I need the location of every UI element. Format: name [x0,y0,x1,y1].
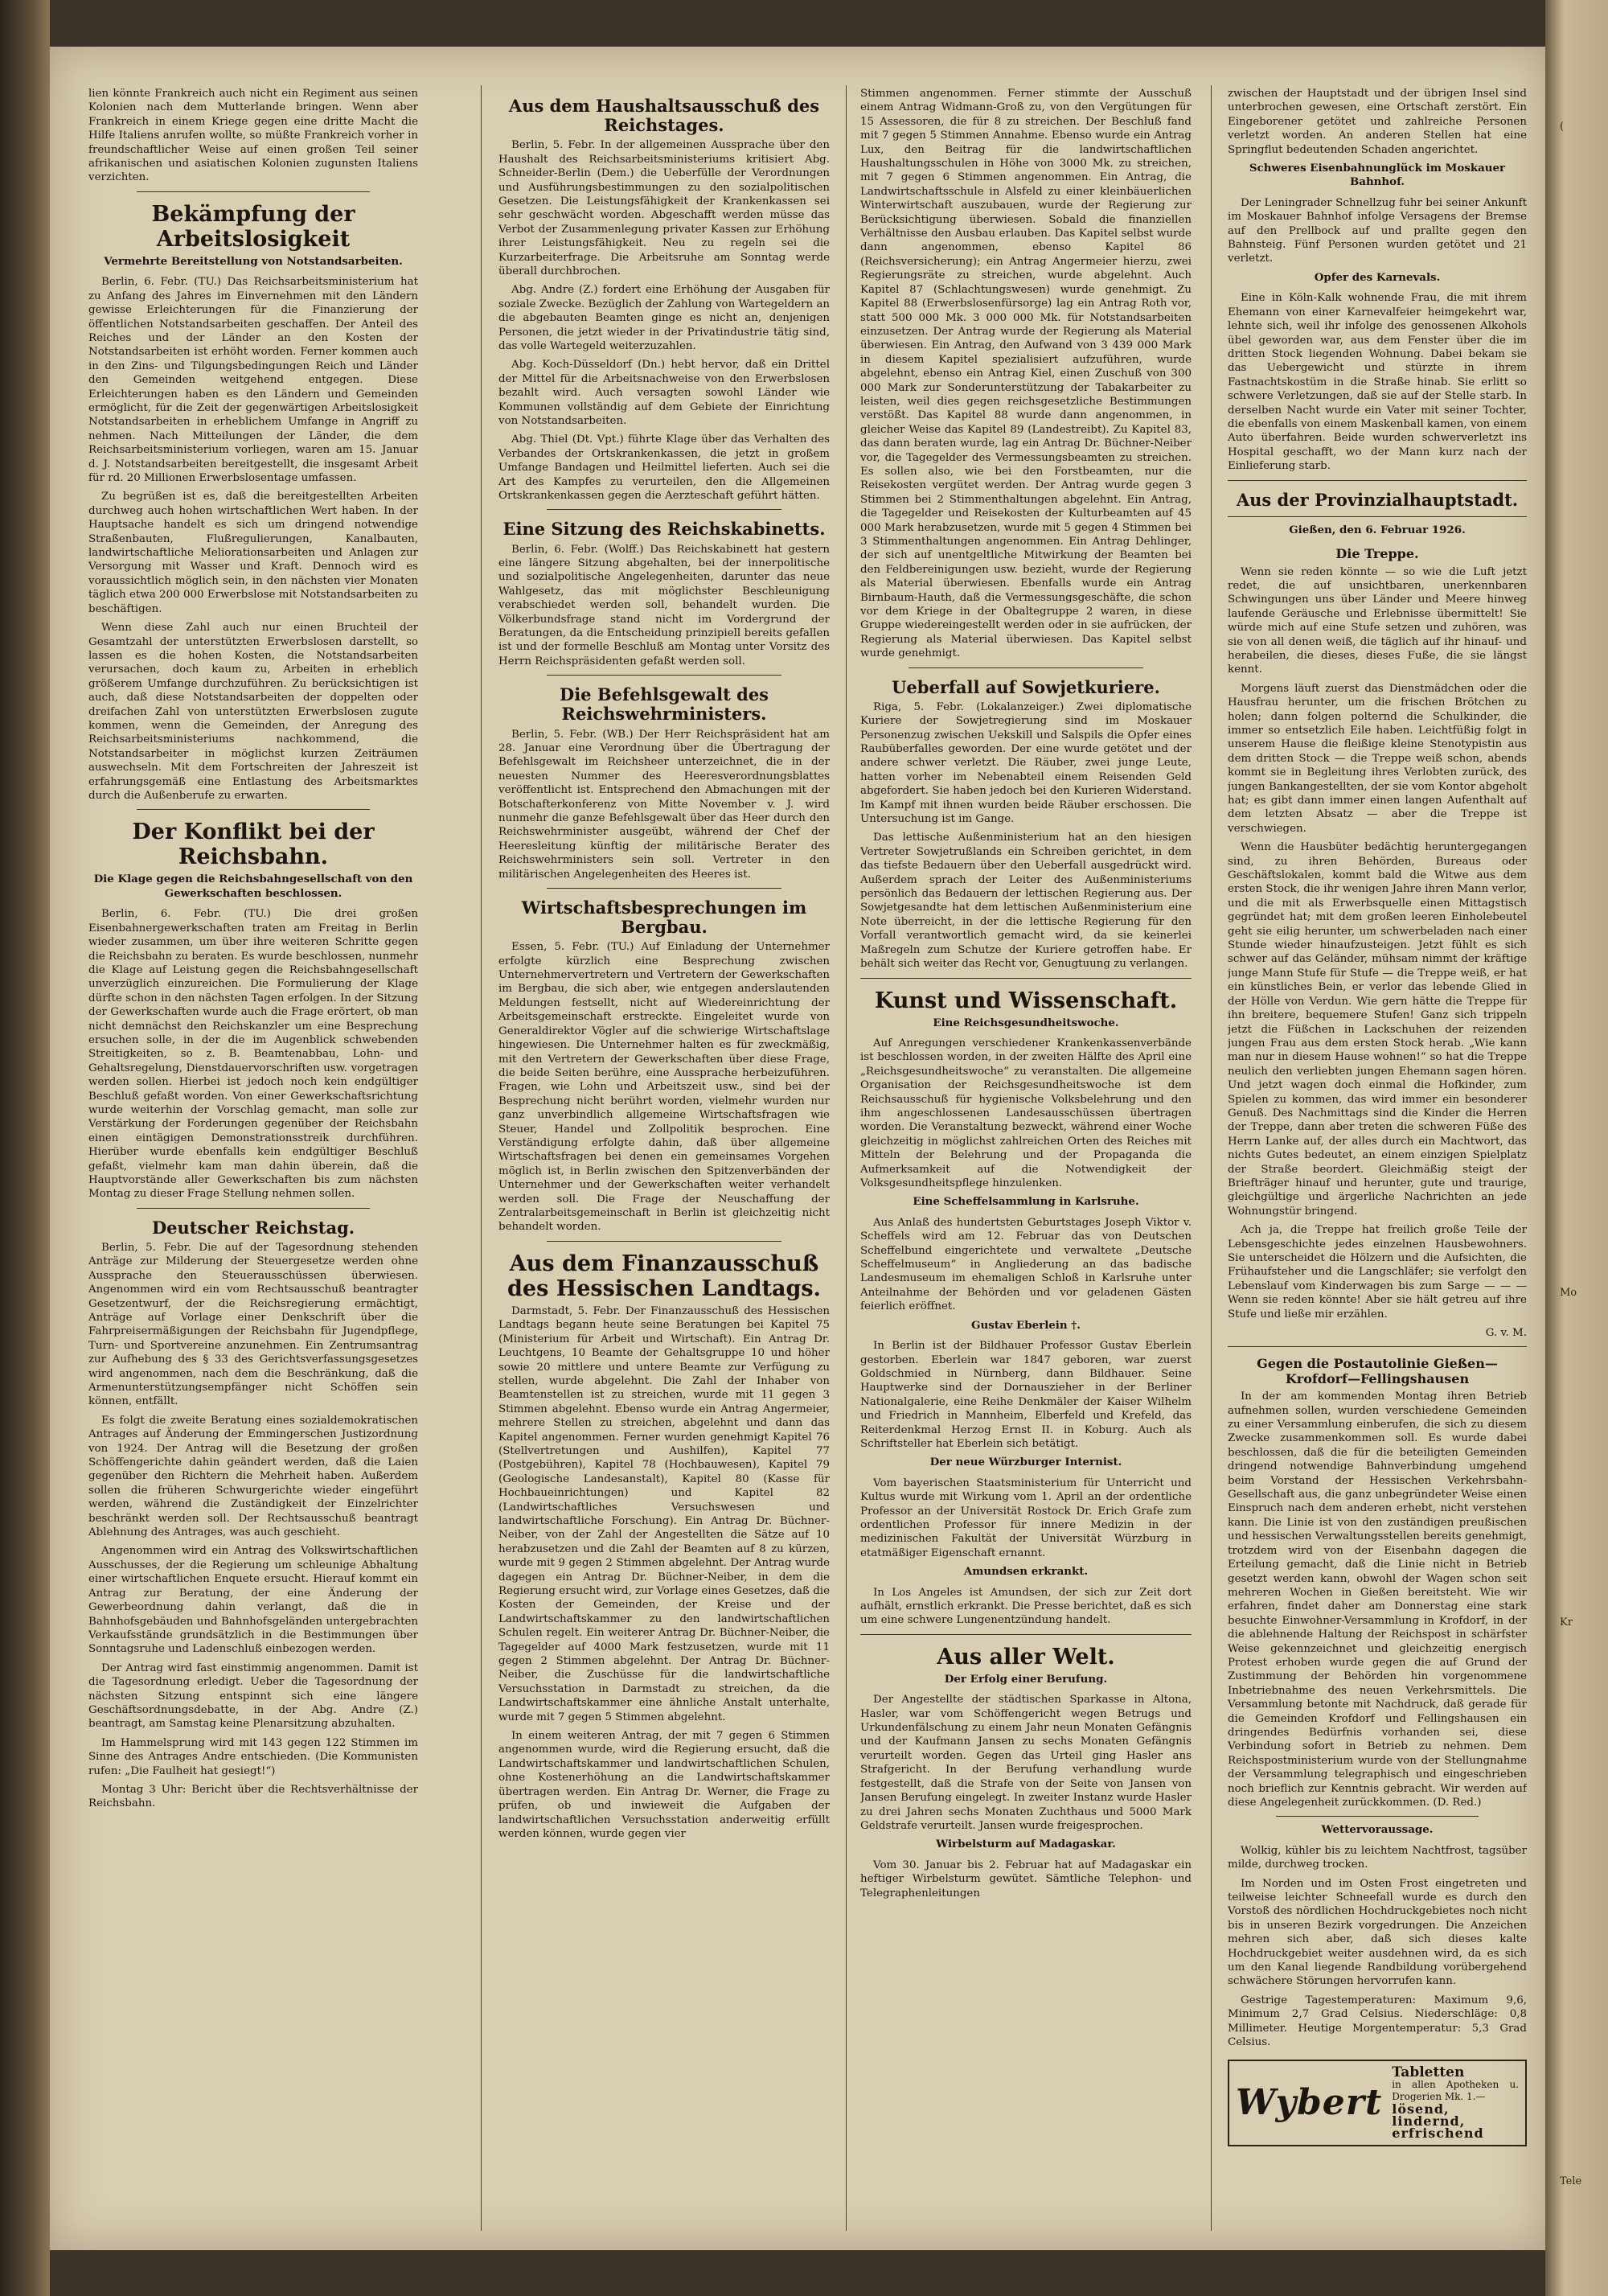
headline-arbeitslosigkeit: Bekämpfung der Arbeitslosigkeit [151,201,355,252]
divider [1228,480,1527,481]
subheadline: Gustav Eberlein †. [971,1318,1081,1332]
paragraph: Im Hammelsprung wird mit 143 gegen 122 Stimmen im Sinne des Antrages Andre entschieden. (Die Kommunisten rufen: „Die Faulheit hat gesiegt!“) [88,1736,418,1777]
paragraph: Morgens läuft zuerst das Dienstmädchen oder die Hausfrau herunter, um die frischen Brötchen zu holen; dann folgen polternd die Schulkinder, die immer so entsetzlich Eile haben. Leichtfüßig folgt in unserem Hause die fleißige kleine Stenotypistin aus dem dritten Stock — die Treppe weiß schon, abends kommt sie in Begleitung ihres Verlobten zurück, des jungen Bankangestellten, der sie vom Kontor abgeholt hat; es gibt dann immer einen langen Aufenthalt auf dem letzten Absatz — aber die Treppe ist verschwiegen. [1228,682,1527,835]
ad-availability: in allen Apotheken u. Drogerien Mk. 1.— [1392,2078,1519,2102]
paragraph: Berlin, 5. Febr. Die auf der Tagesordnung stehenden Anträge zur Milderung der Steuergesetze werden ohne Aussprache den Steuerausschüssen überwiesen. Angenommen wird ein vom Rechtsausschuß beantragter Gesetzentwurf, der die Reichsregierung ermächtigt, Anträge auf Vorlage einer Denkschrift über die Fahrpreisermäßigungen der Reichsbahn für Jugendpflege, Turn- und Sportvereine anzunehmen. Ein Zentrumsantrag zur Aufhebung des § 33 des Gerichtsverfassungsgesetzes wird angenommen, nach dem die Beschränkung, daß die Armenunterstützungsempfänger nicht Schöffen sein können, entfällt. [88,1241,418,1408]
subheadline: Wirbelsturm auf Madagaskar. [936,1838,1116,1851]
adjacent-page-fragment: ( [1560,121,1565,133]
column-2 [498,87,830,2234]
divider [547,888,781,889]
scan-page-gutter [0,0,50,2296]
paragraph: Berlin, 6. Febr. (Wolff.) Das Reichskabinett hat gestern eine längere Sitzung abgehalten, bei der innerpolitische und sozialpolitische Angelegenheiten, darunter das neue Wahlgesetz, das mit möglichster Beschleunigung verabschiedet werden soll, behandelt wurden. Die Völkerbundsfrage stand nicht im Vordergrund der Beratungen, da die Entscheidung prinzipiell bereits gefallen ist und der formelle Beschluß am Montag unter Vorsitz des Herrn Reichspräsidenten gefaßt werden soll. [498,543,830,667]
adjacent-page-fragment: Kr [1560,1616,1573,1629]
headline-sowjetkuriere: Ueberfall auf Sowjetkuriere. [892,676,1160,697]
subheadline: Amundsen erkrankt. [963,1565,1089,1579]
paragraph: Riga, 5. Febr. (Lokalanzeiger.) Zwei diplomatische Kuriere der Sowjetregierung sind im Moskauer Personenzug zwischen Uekskill und Salspils die Opfer eines Raubüberfalles geworden. Der eine wurde getötet und der andere schwer verletzt. Die Räuber, zwei junge Leute, hatten vorher im Nebenabteil einem Reisenden Geld abgefordert. Sie haben jedoch bei den Kurieren Widerstand. Im Kampf mit ihnen wurden beide Räuber erschossen. Die Untersuchung ist im Gange. [860,700,1192,826]
paragraph: Berlin, 6. Febr. (TU.) Das Reichsarbeitsministerium hat zu Anfang des Jahres im Einvernehmen mit den Ländern gewisse Erleichterungen für die Finanzierung der öffentlichen Notstandsarbeiten geschaffen. Der Anteil des Reiches und der Länder an den Kosten der Notstandsarbeiten ist erhöht worden. Ferner kommen auch in den Zins- und Tilgungsbedingungen Reich und Länder den Gemeinden weitgehend entgegen. Diese Erleichterungen haben es den Ländern und Gemeinden ermöglicht, für die Zeit der gegenwärtigen Arbeitslosigkeit Notstandsarbeiten in erheblichem Umfange in Angriff zu nehmen. Nach Mitteilungen der Länder, die dem Reichsarbeitsministerium vorliegen, waren am 15. Januar d. J. Notstandsarbeiten bereitgestellt, die insgesamt Arbeit für rd. 20 Millionen Erwerbslosentage umfassen. [88,276,418,485]
paragraph: Berlin, 5. Febr. In der allgemeinen Aussprache über den Haushalt des Reichsarbeitsministeriums kritisiert Abg. Schneider-Berlin (Dem.) die Ueberfülle der Verordnungen und Ausführungsbestimmungen zu den sozialpolitischen Gesetzen. Die Leistungsfähigkeit der Krankenkassen sei sehr geschwächt worden. Abgeschafft werden müsse das Verbot der Zusammenlegung privater Kassen zur Erhöhung ihrer Leistungsfähigkeit. Neu zu regeln sei die Kurzarbeiterfrage. Die Arbeitsruhe am Sonntag werde überall durchbrochen. [498,139,830,277]
paragraph: Essen, 5. Febr. (TU.) Auf Einladung der Unternehmer erfolgte kürzlich eine Besprechung zwischen Unternehmervertretern und Vertretern der Gewerkschaften im Bergbau, die sich aber, wie entgegen anderslautenden Meldungen festsellt, nicht auf Wiedereinrichtung der Arbeitsgemeinschaft erstreckte. Eingeleitet wurde von Generaldirektor Vögler auf die schwierige Wirtschaftslage hingewiesen. Die Unternehmer halten es für zweckmäßig, mit den Vertretern der Gewerkschaften über diese Frage, die beide Seiten berühre, eine Aussprache herbeizuführen. Fragen, wie Lohn und Arbeitszeit usw., sind bei der Besprechung nicht berührt worden, vielmehr wurden nur ganz unverbindlich allgemeine Wirtschaftsfragen wie Steuer, Handel und Zollpolitik besprochen. Eine Verständigung erfolgte dahin, daß über allgemeine Wirtschaftsfragen bei denen ein gemeinsames Vorgehen möglich ist, in Berlin zwischen den Spitzenverbänden der Unternehmer und der Gewerkschaften weiter verhandelt werden soll. Die Frage der Neuschaffung der Zentralarbeitsgemeinschaft in Berlin ist gleichzeitig nicht behandelt worden. [498,941,830,1234]
paragraph: Eine in Köln-Kalk wohnende Frau, die mit ihrem Ehemann von einer Karnevalfeier heimgekehrt war, lehnte sich, weil ihr infolge des genossenen Alkohols übel geworden war, aus dem Fenster über die im dritten Stock liegenden Wohnung. Dabei bekam sie das Uebergewicht und stürzte in ihrem Fastnachtskostüm in die Straße hinab. Sie erlitt so schwere Verletzungen, daß sie auf der Stelle starb. In derselben Nacht wurde ein Vater mit seiner Tochter, die ebenfalls von einem Maskenball kamen, von einem Auto überfahren. Beide wurden schwerverletzt ins Hospital geschafft, wo der Mann kurz nach der Einlieferung starb. [1228,292,1527,473]
headline-befehlsgewalt: Die Befehlsgewalt des Reichswehrministers. [559,684,769,725]
paragraph: Ach ja, die Treppe hat freilich große Teile der Lebensgeschichte jedes einzelnen Hausbewohners. Sie unterscheidet die Hölzern und die Aufsichten, die Frühaufsteher und die Langschläfer; sie verfolgt den Lebenslauf vom Kinderwagen bis zum Sarge — — — Wenn sie reden könnte! Aber sie hält getreu auf ihre Stufe und ließe mir erzählen. [1228,1224,1527,1321]
headline-finanzausschuss: Aus dem Finanzausschuß des Hessischen Landtags. [507,1251,821,1301]
column-rule [481,85,482,2231]
headline-haushaltsausschuss: Aus dem Haushaltsausschuß des Reichstages. [508,96,820,136]
dateline: Gießen, den 6. Februar 1926. [1289,523,1466,536]
column-rule [1211,85,1212,2231]
subheadline: Opfer des Karnevals. [1314,270,1441,284]
subheadline: Wettervoraussage. [1321,1823,1434,1837]
paragraph: Abg. Andre (Z.) fordert eine Erhöhung der Ausgaben für soziale Zwecke. Bezüglich der Zahlung von Wartegeldern an die abgebauten Beamten ginge es nicht an, denjenigen Personen, die jetzt wieder in der Privatindustrie tätig sind, das volle Wartegeld weiterzuzahlen. [498,284,830,352]
paragraph: In Los Angeles ist Amundsen, der sich zur Zeit dort aufhält, ernstlich erkrankt. Die Presse berichtet, daß es sich um eine schwere Lungenentzündung handelt. [860,1586,1192,1627]
adjacent-page-edge [1545,0,1608,2296]
paragraph: Vom bayerischen Staatsministerium für Unterricht und Kultus wurde mit Wirkung vom 1. April an der ordentliche Professor an der Universität Rostock Dr. Erich Grafe zum ordentlichen Professor für innere Medizin in der medizinischen Fakultät der Universität Würzburg in etatmäßiger Eigenschaft ernannt. [860,1477,1192,1559]
headline-reichskabinett: Eine Sitzung des Reichskabinetts. [503,519,826,540]
paragraph: Aus Anlaß des hundertsten Geburtstages Joseph Viktor v. Scheffels wird am 12. Februar das von Deutschen Scheffelbund eingerichtete und verwaltete „Deutsche Scheffelmuseum“ in Angliederung an das badische Landesmuseum im ehemaligen Schloß in Karlsruhe unter Anteilnahme der Behörden und vor geladenen Gästen feierlich eröffnet. [860,1216,1192,1313]
paragraph: Abg. Koch-Düsseldorf (Dn.) hebt hervor, daß ein Drittel der Mittel für die Arbeitsnachweise von den Erwerbslosen bezahlt wird. Auch versagten sowohl Länder wie Kommunen vollständig auf dem Gebiete der Einrichtung von Notstandsarbeiten. [498,359,830,427]
headline-reichsbahn: Der Konflikt bei der Reichsbahn. [132,819,375,870]
paragraph: Abg. Thiel (Dt. Vpt.) führte Klage über das Verhalten des Verbandes der Ortskrankenkassen, die jetzt in großem Umfange Bandagen und Heilmittel lieferten. Auch sei die Art des Kampfes zu verurteilen, den die Allgemeinen Ortskrankenkassen gegen die Aerzteschaft geführt hätten. [498,433,830,503]
paragraph: In einem weiteren Antrag, der mit 7 gegen 6 Stimmen angenommen wurde, wird die Regierung ersucht, daß die Landwirtschaftskammer und landwirtschaftlichen Schulen, ohne Kostenerhöhung an die Landwirtschaftskammer übertragen werden. Ein Antrag Dr. Werner, die Frage zu prüfen, ob und inwieweit die Aufgaben der landwirtschaftlichen Versuchsstation anderweitig erfüllt werden können, wurde gegen vier [498,1730,830,1840]
paragraph: Berlin, 6. Febr. (TU.) Die drei großen Eisenbahnergewerkschaften traten am Freitag in Berlin wieder zusammen, um über ihre weiteren Schritte gegen die Reichsbahn zu beraten. Es wurde beschlossen, nunmehr die Klage auf Leistung gegen die Reichsbahngesellschaft unverzüglich einzureichen. Die Formulierung der Klage dürfte schon in den nächsten Tagen erfolgen. In der Sitzung der Gewerkschaften wurde auch die Frage erörtert, ob man nicht demnächst den Reichskanzler um eine Besprechung ersuchen solle, in der die im Augenblick schwebenden Streitigkeiten, so z. B. Beamtenabbau, Lohn- und Gehaltsregelung, Dienstdauervorschriften usw. vorgetragen werden sollen. Hierbei ist jedoch noch kein endgültiger Beschluß gefaßt worden. Von einer Gewerkschaftsrichtung wurde weiterhin der Vorschlag gemacht, man solle zur Verstärkung der Forderungen gegenüber der Reichsbahn einen eintägigen Demonstrationsstreik durchführen. Hierüber wurde ebenfalls kein endgültiger Beschluß gefaßt, vielmehr kam man dahin überein, daß die Hauptvorstände aller Gewerkschaften bis zum nächsten Montag zu dieser Frage Stellung nehmen sollen. [88,908,418,1201]
paragraph: Wenn die Hausbüter bedächtig heruntergegangen sind, zu ihren Behörden, Bureaus oder Geschäftslokalen, kommt bald die Witwe aus dem ersten Stock, die ihr wenigen Jahre ihren Mann verlor, und die mit als Erwerbsquelle einen Mittagstisch gegründet hat; mit dem großen leeren Einholebeutel geht sie eilig herunter, um schwerbeladen nach einer Stunde wieder hinaufzusteigen. Jetzt fühlt es sich schwer auf das Geländer, mühsam nimmt der kräftige junge Mann Stufe für Stufe — die Treppe weiß, er hat ein künstliches Bein, er verlor das lebende Glied in der Hölle von Verdun. Wie gern hätte die Treppe für ihn breitere, bequemere Stufen! Ganz sich trippeln jetzt die Füßchen in Lackschuhen der reizenden jungen Frau aus dem ersten Stock herab. „Wie kann man nur in diesem Hause wohnen!“ so hat die Treppe neulich den verliebten jungen Ehemann sagen hören. Und jetzt wagen doch einmal die Hofkinder, zum Spielen zu kommen, das wird immer ein besonderer Genuß. Des Nachmittags sind die Kinder die Herren der Treppe, dann aber treten die schweren Füße des Herrn Lanke auf, der alles durch ein Machtwort, das nichts Gutes bedeutet, an einem einzigen Spielplatz der Straße beordert. Gleichmäßig steigt der Briefträger hinauf und herunter, gute und traurige, gleichgültige und ärgerliche Nachrichten an jede Wohnungstür bringend. [1228,841,1527,1218]
headline-provinzialhauptstadt: Aus der Provinzialhauptstadt. [1236,489,1519,510]
paragraph: Angenommen wird ein Antrag des Volkswirtschaftlichen Ausschusses, der die Regierung um schleunige Abhaltung einer wirtschaftlichen Enquete ersucht. Hierauf kommt ein Antrag zur Beratung, der eine Änderung der Gewerbeordnung dahin verlangt, daß die in Bahnhofsgebäuden und Bahnhofsgeländen untergebrachten Verkaufsstände grundsätzlich in die Bestimmungen über Sonntagsruhe und Ladenschluß einbezogen werden. [88,1545,418,1656]
headline-treppe: Die Treppe. [1335,546,1419,562]
divider [1228,1346,1527,1347]
paragraph: Auf Anregungen verschiedener Krankenkassenverbände ist beschlossen worden, in der zweiten Hälfte des April eine „Reichsgesundheitswoche“ zu veranstalten. Die allgemeine Organisation der Reichsgesundheitswoche ist dem Reichsausschuß für hygienische Volksbelehrung und den ihm angeschlossenen Landesausschüssen übertragen worden. Die Veranstaltung bezweckt, während einer Woche gleichzeitig in möglichst zahlreichen Orten des Reiches mit Mitteln der Belehrung und der Propaganda die Aufmerksamkeit auf die Notwendigkeit der Volksgesundheitspflege hinzulenken. [860,1037,1192,1190]
subheadline: Der neue Würzburger Internist. [929,1456,1122,1469]
column-1 [88,87,418,2234]
column-rule [846,85,847,2231]
ad-text [1392,2064,1519,2141]
paragraph: Es folgt die zweite Beratung eines sozialdemokratischen Antrages auf Änderung der Emmingerschen Justizordnung von 1924. Der Antrag will die Besetzung der großen Schöffengerichte dahin geändert werden, daß die Laien gegenüber den Richtern die Mehrheit haben. Außerdem sollen die früheren Schwurgerichte wieder eingeführt werden, während die Zuständigkeit der Einzelrichter beschränkt werden soll. Der Rechtsausschuß beantragt Ablehnung des Antrages, was auch geschieht. [88,1414,418,1539]
paragraph: Im Norden und im Osten Frost eingetreten und teilweise leichter Schneefall wurde es durch den Vorstoß des nördlichen Hochdruckgebietes noch nicht bis in unseren Bezirk vorgedrungen. Die Anzeichen mehren sich aber, daß sich dieses kalte Hochdruckgebiet weiter ausdehnen wird, da es sich um den Kanal liegende Randbildung vorübergehend schwächere Störungen hervorrufen kann. [1228,1877,1527,1988]
column-4 [1228,87,1527,2234]
headline-bergbau: Wirtschaftsbesprechungen im Bergbau. [521,897,807,938]
paragraph: Wenn diese Zahl auch nur einen Bruchteil der Gesamtzahl der unterstützten Erwerbslosen darstellt, so lassen es die hohen Kosten, die Notstandsarbeiten verursachen, doch kaum zu, Arbeiten in erheblich größerem Umfange durchzuführen. Zu berücksichtigen ist auch, daß diese Notstandsarbeiten der doppelten oder dreifachen Zahl von unterstützten Erwerbslosen zugute kommen, wenn die Gemeinden, der Anregung des Reichsarbeitsministeriums nachkommend, die Notstandsarbeiter in möglichst kurzen Zeiträumen auswechseln. Mit dem Fortschreiten der Jahreszeit ist erfahrungsgemäß eine Entlastung des Arbeitsmarktes durch die Außenberufe zu erwarten. [88,622,418,802]
paragraph: Der Leningrader Schnellzug fuhr bei seiner Ankunft im Moskauer Bahnhof infolge Versagens der Bremse auf den Prellbock auf und prallte gegen den Bahnsteig. Fünf Personen wurden getötet und 21 verletzt. [1228,196,1527,265]
divider [547,675,781,676]
paragraph: Wolkig, kühler bis zu leichtem Nachtfrost, tagsüber milde, durchweg trocken. [1228,1844,1527,1871]
headline-kunst-wissenschaft: Kunst und Wissenschaft. [874,988,1178,1013]
divider [137,1208,370,1209]
paragraph: Gestrige Tagestemperaturen: Maximum 9,6, Minimum 2,7 Grad Celsius. Niederschläge: 0,8 Millimeter. Heutige Morgentemperatur: 5,3 Grad Celsius. [1228,1994,1527,2049]
subheadline: Eine Scheffelsammlung in Karlsruhe. [913,1195,1139,1209]
adjacent-page-fragment: Mo [1560,1287,1577,1299]
divider [860,978,1192,979]
subheadline: Eine Reichsgesundheitswoche. [933,1016,1119,1029]
paragraph: Vom 30. Januar bis 2. Februar hat auf Madagaskar ein heftiger Wirbelsturm gewütet. Sämtliche Telephon- und Telegraphenleitungen [860,1859,1192,1900]
paragraph: Der Antrag wird fast einstimmig angenommen. Damit ist die Tagesordnung erledigt. Ueber die Tagesordnung der nächsten Sitzung entspinnt sich eine längere Geschäftsordnungsdebatte, in der Abg. Andre (Z.) beantragt, am Samstag keine Plenarsitzung abzuhalten. [88,1661,418,1731]
ad-slogan: lösend, lindernd, erfrischend [1392,2101,1484,2141]
article-continuation: lien könnte Frankreich auch nicht ein Regiment aus seinen Kolonien nach dem Mutterlande bringen. Wenn aber Frankreich in einem Kriege gegen eine dritte Macht die Hilfe Italiens anrufen wollte, so müßte Frankreich vorher in freundschaftlicher Weise auf einen großen Teil seiner afrikanischen und asiatischen Kolonien zugunsten Italiens verzichten. [88,88,418,184]
column-3 [860,87,1192,2234]
divider [547,1241,781,1242]
divider [909,667,1143,668]
ad-brand-logo: Wybert [1236,2081,1383,2123]
headline-aus-aller-welt: Aus aller Welt. [937,1644,1115,1670]
divider [860,1634,1192,1635]
paragraph: Berlin, 5. Febr. (WB.) Der Herr Reichspräsident hat am 28. Januar eine Verordnung über die Übertragung der Befehlsgewalt im Reichsheer unterzeichnet, die in der neuesten Nummer des Heeresverordnungsblattes veröffentlicht ist. Entsprechend den Abmachungen mit der Botschafterkonferenz von Mitte November v. J. wird nunmehr die ganze Befehlsgewalt über das Heer durch den Reichswehrminister ausgeübt, während der Chef der Heeresleitung künftig der militärische Berater des Reichswehrministers sein soll. Vertreter in den militärischen Angelegenheiten des Heeres ist. [498,728,830,881]
newspaper-page [50,47,1545,2250]
headline-postautolinie: Gegen die Postautolinie Gießen—Krofdorf—Fellingshausen [1257,1356,1498,1386]
paragraph: Wenn sie reden könnte — so wie die Luft jetzt redet, die auf unsichtbaren, unerkennbaren Schwingungen uns über Länder und Meere hinweg laufende Geräusche und Erlebnisse übermittelt! Sie würde mich auf eine Stufe setzen und zuhören, was sie von all denen weiß, die täglich auf ihr hinauf- und herabeilen, die dieses, dieses Fuße, die sie längst kennt. [1228,565,1527,676]
adjacent-page-fragment: Tele [1560,2175,1582,2187]
author-signature: G. v. M. [1485,1327,1527,1340]
divider [1228,516,1527,517]
subheadline: Vermehrte Bereitstellung von Notstandsarbeiten. [104,254,403,268]
article-continuation: Stimmen angenommen. Ferner stimmte der Ausschuß einem Antrag Widmann-Groß zu, von den Vergütungen für 15 Assessoren, die für 8 zu streichen. Der Beschluß fand mit 7 gegen 5 Stimmen Annahme. Ebenso wurde ein Antrag Lux, den Beitrag für die landwirtschaftlichen Haushaltungsschulen in Höhe von 3000 Mk. zu streichen, mit 7 gegen 6 Stimmen angenommen. Ein Antrag, die Landwirtschaftsschule in Alsfeld zu einer kleinbäuerlichen Winterwirtschaft auszubauen, wurde der Regierung zur Berücksichtigung überwiesen. Sobald die finanziellen Verhältnisse den Ausbau erlauben. Das Kapitel selbst wurde dann angenommen, ebenso Kapitel 86 (Reichsversicherung); ein Antrag Angermeier hierzu, zwei Regierungsräte zu streichen, wurde abgelehnt. Auch Kapitel 87 (Schlachtungswesen) wurde genehmigt. Zu Kapitel 88 (Erwerbslosenfürsorge) lag ein Antrag Roth vor, statt 500 000 Mk. 3 000 000 Mk. für Notstandsarbeiten einzusetzen. Der Antrag wurde der Regierung als Material überwiesen. Ein Antrag, den Aufwand von 3 439 000 Mark in diesem Kapitel spezialisiert aufzuführen, wurde abgelehnt, ebenso ein Antrag Kiel, einen Zuschuß von 300 000 Mark zur Sonderunterstützung der Tabakarbeiter zu leisten, weil dies gegen reichsgesetzliche Bestimmungen verstößt. Das Kapitel 88 wurde dann angenommen, in gleicher Weise das Kapitel 89 (Landestreibt). Zu Kapitel 83, das dann beraten wurde, lag ein Antrag Dr. Büchner-Neiber vor, die Tagegelder des Vermessungsbeamten zu streichen. Es sollen also, wie bei den Forstbeamten, nur die Reisekosten vergütet werden. Der Antrag wurde gegen 3 Stimmen bei 2 Stimmenthaltungen abgelehnt. Ein Antrag, die Tagegelder und Reisekosten der Kulturbeamten auf 45 000 Mark herabzusetzen, wurde mit 5 gegen 4 Stimmen bei 3 Stimmenthaltungen angenommen. Ein Antrag Dehlinger, der sich auf unentgeltliche Mitwirkung der Beamten bei den Feldbereinigungen usw. bezieht, wurde der Regierung als Material überwiesen. Ebenfalls wurde ein Antrag Birnbaum-Hauth, daß die Vermessungsgeschäfte, die schon vor dem Kriege in der Obaltegruppe 2 waren, in diese Gruppe wiedereingestellt werden oder in sie aufrücken, der Regierung als Material überwiesen. Das Kapitel selbst wurde genehmigt. [860,88,1192,660]
paragraph: Das lettische Außenministerium hat an den hiesigen Vertreter Sowjetrußlands ein Schreiben gerichtet, in dem das tiefste Bedauern über den Ueberfall ausgedrückt wird. Außerdem sprach der Leiter des Außenministeriums persönlich das Bedauern der lettischen Regierung aus. Der Sowjetgesandte hat dem lettischen Außenministerium eine Note überreicht, in der die lettische Regierung für den Vorfall verantwortlich gemacht wird, da sie keinerlei Maßregeln zum Schutze der Kuriere getroffen habe. Er behält sich weiter das Recht vor, Genugtuung zu verlangen. [860,832,1192,971]
divider [137,809,370,810]
subheadline: Schweres Eisenbahnunglück im Moskauer Bahnhof. [1249,162,1506,189]
ad-product-label: Tabletten [1392,2064,1465,2080]
divider [137,191,370,192]
headline-reichstag: Deutscher Reichstag. [151,1217,355,1238]
subheadline: Die Klage gegen die Reichsbahngesellschaft von den Gewerkschaften beschlossen. [93,873,413,900]
paragraph: In Berlin ist der Bildhauer Professor Gustav Eberlein gestorben. Eberlein war 1847 geboren, war zuerst Goldschmied in Nürnberg, dann Bildhauer. Seine Hauptwerke sind der Dornauszieher in der Berliner Nationalgalerie, eine Reihe Denkmäler der Kaiser Wilhelm und Friedrich in Mannheim, Elberfeld und Krefeld, das Reiterdenkmal Herzog Ernst II. in Koburg. Auch als Schriftsteller hat Eberlein sich betätigt. [860,1340,1192,1450]
advertisement-wybert [1228,2060,1527,2146]
subheadline: Der Erfolg einer Berufung. [944,1672,1108,1686]
paragraph: Montag 3 Uhr: Bericht über die Rechtsverhältnisse der Reichsbahn. [88,1783,418,1810]
paragraph: In der am kommenden Montag ihren Betrieb aufnehmen sollen, wurden verschiedene Gemeinden zu einer Versammlung einberufen, die sich zu diesem Zwecke zusammenkommen soll. Es wurde dabei beschlossen, daß die für die beteiligten Gemeinden dringend notwendige Bahnverbindung umgehend beim Vorstand der Hessischen Verkehrsbahn-Gesellschaft aus, die ganz unbegründeter Weise einen Einspruch nach dem anderen erhebt, nicht verstehen kann. Die Linie ist von den zuständigen preußischen und hessischen Verwaltungsstellen bereits genehmigt, trotzdem wird von der Eisenbahn dagegen die Erteilung gemacht, daß die Linie nicht in Betrieb gesetzt werden kann, obwohl der Wagen schon seit mehreren Wochen in Gießen bereitsteht. Wie wir erfahren, findet daher am Donnerstag eine stark besuchte Einwohner-Versammlung in Krofdorf, in der die ablehnende Haltung der Reichspost in schärfster Weise gekennzeichnet und gleichzeitig energisch Protest erhoben wurde gegen die auf Grund der Zustimmung der Behörden hin vorgenommene Inbetriebnahme des neuen Verkehrsmittels. Die Versammlung betonte mit Nachdruck, daß gerade für die Gemeinden Krofdorf und Fellingshausen ein dringendes Bedürfnis vorhanden sei, diese Verbindung sofort in Betrieb zu nehmen. Dem Reichspostministerium wurde von der Stellungnahme der Versammlung telegraphisch und eingeschrieben noch brieflich zur Kenntnis gebracht. Wir werden auf diese Angelegenheit zurückkommen. (D. Red.) [1228,1390,1527,1809]
paragraph: Darmstadt, 5. Febr. Der Finanzausschuß des Hessischen Landtags begann heute seine Beratungen bei Kapitel 75 (Ministerium für Arbeit und Wirtschaft). Ein Antrag Dr. Leuchtgens, 10 Beamte der Gehaltsgruppe 10 und höher sowie 20 mittlere und untere Beamte zur Verfügung zu stellen, wurde abgelehnt. Die Zahl der Inhaber von Beamtenstellen ist zu streichen, wurde mit 11 gegen 3 Stimmen abgelehnt. Ebenso wurde ein Antrag Angermeier, mehrere Stellen zu streichen, abgelehnt und dann das Kapitel angenommen. Ferner wurden genehmigt Kapitel 76 (Stellvertretungen und Aushilfen), Kapitel 77 (Postgebühren), Kapitel 78 (Hochbauwesen), Kapitel 79 (Geologische Landesanstalt), Kapitel 80 (Kasse für Hochbaueinrichtungen) und Kapitel 82 (Landwirtschaftliches Versuchswesen und landwirtschaftliche Forschung). Ein Antrag Dr. Büchner-Neiber, von der Zahl der Angestellten die Sätze auf 10 herabzusetzen und die Zahl der Beamten auf 8 zu kürzen, wurde mit 9 gegen 2 Stimmen abgelehnt. Der Antrag wurde dagegen ein Antrag Dr. Büchner-Neiber, in dem die Regierung ersucht wird, zur Vorlage eines Gesetzes, daß die Kosten der Gemeinden, der Kreise und der Landwirtschaftskammer zu den landwirtschaftlichen Schulen regelt. Ein weiterer Antrag Dr. Büchner-Neiber, die Tagegelder auf 4000 Mark festzusetzen, wurde mit 11 gegen 2 Stimmen abgelehnt. Der Antrag Dr. Büchner-Neiber, die Zuschüsse für die landwirtschaftliche Versuchsstation in Darmstadt zu streichen, da die Landwirtschaftskammer eine ähnliche Anstalt unterhalte, wurde mit 7 gegen 5 Stimmen abgelehnt. [498,1304,830,1723]
paragraph: Der Angestellte der städtischen Sparkasse in Altona, Hasler, war vom Schöffengericht wegen Betrugs und Urkundenfälschung zu einem Jahr neun Monaten Gefängnis und der Kaufmann Jansen zu sechs Monaten Gefängnis verurteilt worden. Gegen das Urteil ging Hasler ans Strafgericht. In der Berufung verhandlung wurde festgestellt, daß die Strafe von der Seite von Jansen von Jansen Berufung eingelegt. In zweiter Instanz wurde Hasler zu drei Jahren sechs Monaten Zuchthaus und 5000 Mark Geldstrafe verurteilt. Jansen wurde freigesprochen. [860,1694,1192,1832]
divider [1276,1816,1479,1817]
paragraph: Zu begrüßen ist es, daß die bereitgestellten Arbeiten durchweg auch hohen wirtschaftlichen Wert haben. In der Hauptsache handelt es sich um dringend notwendige Straßenbauten, Flußregulierungen, Kanalbauten, landwirtschaftliche Meliorationsarbeiten und Anlagen zur Versorgung mit Wasser und Kraft. Dennoch wird es voraussichtlich möglich sein, in den nächsten vier Monaten täglich etwa 200 000 Erwerbslose mit Notstandsarbeiten zu beschäftigen. [88,491,418,615]
article-continuation: zwischen der Hauptstadt und der übrigen Insel sind unterbrochen gewesen, eine Ortschaft zerstört. Ein Eingeborener getötet und zahlreiche Personen verletzt worden. An anderen Stellen hat eine Springflut bedeutenden Schaden angerichtet. [1228,88,1527,156]
divider [547,509,781,510]
